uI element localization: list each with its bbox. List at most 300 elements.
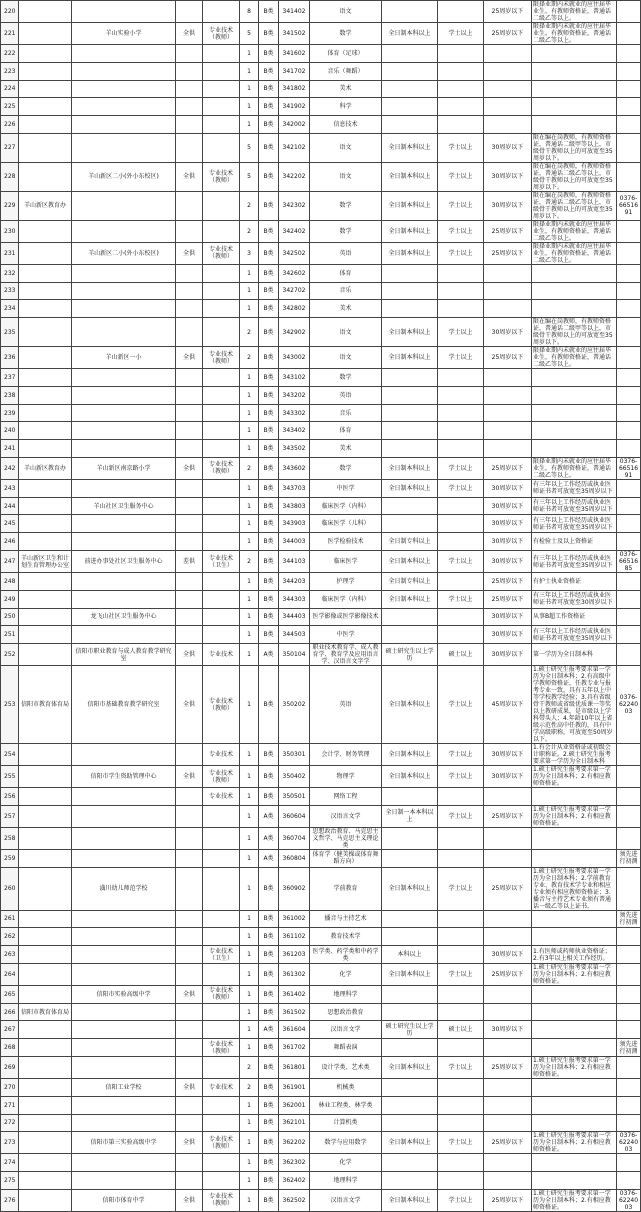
education-requirement [382, 440, 438, 458]
hire-count: 1 [240, 946, 259, 964]
degree-requirement: 学士以上 [438, 242, 484, 264]
exam-class: B类 [259, 116, 279, 134]
department-cell: 羊山新区卫生和计划生育管理办公室 [19, 551, 72, 573]
age-requirement [484, 1114, 532, 1132]
education-requirement [382, 386, 438, 404]
unit-name: 信阳市基础教育教学研究室 [72, 666, 176, 744]
unit-name [72, 282, 176, 300]
department-cell [19, 264, 72, 282]
exam-class: B类 [259, 45, 279, 63]
row-number: 268 [1, 1039, 19, 1057]
age-requirement: 25周岁以下 [484, 867, 532, 910]
age-requirement: 30周岁以下 [484, 191, 532, 220]
funding-type [176, 573, 203, 591]
other-conditions: 1.硕士研究生报考要求第一学历为全日制本科；2.学前教育专业、教育技术学专业和相应专业须有相应教师资格证；3.播音与主持艺术专业须有普通话一级乙等以上证书。 [532, 867, 617, 910]
post-code: 343102 [279, 369, 310, 387]
funding-type: 全供 [176, 457, 203, 479]
row-number: 226 [1, 116, 19, 134]
age-requirement: 30周岁以下 [484, 946, 532, 964]
hire-count: 1 [240, 849, 259, 867]
unit-name [72, 318, 176, 347]
contact-phone [617, 608, 641, 626]
hire-count: 5 [240, 162, 259, 191]
funding-type [176, 515, 203, 533]
funding-type: 全供 [176, 666, 203, 744]
post-category [203, 497, 240, 515]
table-row [1, 533, 641, 551]
department-cell [19, 422, 72, 440]
other-conditions: 限择业期内未就业的应往届毕业生，有教师资格证，普通话二级乙等以上。 [532, 242, 617, 264]
post-category [203, 62, 240, 80]
contact-phone [617, 867, 641, 910]
exam-class: B类 [259, 133, 279, 162]
education-requirement: 全日制本科以上 [382, 744, 438, 766]
age-requirement: 30周岁以下 [484, 608, 532, 626]
post-code: 343602 [279, 457, 310, 479]
unit-name [72, 827, 176, 849]
row-number: 233 [1, 282, 19, 300]
education-requirement [382, 1096, 438, 1114]
age-requirement: 25周岁以下 [484, 1056, 532, 1078]
education-requirement [382, 497, 438, 515]
department-cell: 羊山新区教育办 [19, 457, 72, 479]
age-requirement [484, 1154, 532, 1172]
table-row [1, 805, 641, 827]
department-cell [19, 1114, 72, 1132]
table-row [1, 80, 641, 98]
row-number: 238 [1, 386, 19, 404]
post-category [203, 116, 240, 134]
age-requirement: 30周岁以下 [484, 551, 532, 573]
post-category: 专业技术（教师） [203, 1132, 240, 1154]
funding-type [176, 422, 203, 440]
hire-count: 1 [240, 1172, 259, 1190]
hire-count: 1 [240, 644, 259, 666]
exam-class: B类 [259, 264, 279, 282]
major-requirement: 数学 [310, 220, 382, 242]
education-requirement: 全日制本科以上 [382, 590, 438, 608]
degree-requirement: 学士以上 [438, 457, 484, 479]
post-code: 362502 [279, 1189, 310, 1211]
age-requirement: 30周岁以下 [484, 1021, 532, 1039]
row-number: 245 [1, 515, 19, 533]
department-cell [19, 220, 72, 242]
degree-requirement [438, 928, 484, 946]
row-number: 270 [1, 1078, 19, 1096]
unit-name [72, 479, 176, 497]
hire-count: 3 [240, 242, 259, 264]
contact-phone [617, 80, 641, 98]
exam-class: B类 [259, 369, 279, 387]
unit-name: 信阳市体育中学 [72, 1189, 176, 1211]
exam-class: B类 [259, 1056, 279, 1078]
row-number: 244 [1, 497, 19, 515]
unit-name: 羊山实验小学 [72, 23, 176, 45]
major-requirement: 会计学、财务管理 [310, 744, 382, 766]
education-requirement: 全日制本科以上 [382, 867, 438, 910]
post-code: 343002 [279, 347, 310, 369]
age-requirement [484, 1003, 532, 1021]
post-category [203, 220, 240, 242]
post-code: 350301 [279, 744, 310, 766]
post-category [203, 533, 240, 551]
education-requirement [382, 827, 438, 849]
funding-type [176, 133, 203, 162]
post-category: 专业技术（教师） [203, 666, 240, 744]
education-requirement: 全日制本科以上 [382, 318, 438, 347]
age-requirement [484, 928, 532, 946]
major-requirement: 美术 [310, 300, 382, 318]
unit-name [72, 80, 176, 98]
funding-type: 全供 [176, 1132, 203, 1154]
table-row [1, 644, 641, 666]
hire-count: 1 [240, 282, 259, 300]
contact-phone: 0376-6224003 [617, 666, 641, 744]
unit-name [72, 1096, 176, 1114]
contact-phone: 0376-6224003 [617, 1189, 641, 1211]
degree-requirement [438, 1154, 484, 1172]
major-requirement: 地理科学 [310, 1172, 382, 1190]
department-cell [19, 1021, 72, 1039]
contact-phone [617, 1056, 641, 1078]
department-cell [19, 849, 72, 867]
funding-type [176, 946, 203, 964]
post-code: 342502 [279, 242, 310, 264]
education-requirement: 全日制本科以上 [382, 133, 438, 162]
hire-count: 1 [240, 608, 259, 626]
post-category [203, 910, 240, 928]
table-row [1, 1, 641, 23]
unit-name [72, 369, 176, 387]
education-requirement [382, 1078, 438, 1096]
department-cell [19, 1039, 72, 1057]
hire-count: 5 [240, 23, 259, 45]
post-code: 344303 [279, 590, 310, 608]
exam-class: B类 [259, 766, 279, 788]
funding-type [176, 1021, 203, 1039]
row-number: 235 [1, 318, 19, 347]
other-conditions: 限在编在岗教师，有教师资格证，普通话二级甲等以上，市级骨干教师以上的可放宽至35周岁以下。 [532, 133, 617, 162]
department-cell: 信阳市教育体育局 [19, 1003, 72, 1021]
department-cell [19, 590, 72, 608]
other-conditions [532, 369, 617, 387]
funding-type [176, 928, 203, 946]
post-category [203, 827, 240, 849]
funding-type [176, 1154, 203, 1172]
unit-name [72, 849, 176, 867]
major-requirement: 临床医学（内科） [310, 590, 382, 608]
post-category [203, 404, 240, 422]
education-requirement [382, 45, 438, 63]
education-requirement [382, 300, 438, 318]
table-row [1, 347, 641, 369]
degree-requirement: 学士以上 [438, 347, 484, 369]
funding-type [176, 62, 203, 80]
exam-class: B类 [259, 191, 279, 220]
education-requirement: 全日制本科以上 [382, 191, 438, 220]
contact-phone [617, 1039, 641, 1057]
department-cell [19, 62, 72, 80]
funding-type [176, 220, 203, 242]
post-code: 361402 [279, 985, 310, 1003]
table-row [1, 590, 641, 608]
post-code: 342302 [279, 191, 310, 220]
other-conditions: 限择业期内未就业的应往届毕业生，有教师资格证，普通话二级乙等以上。 [532, 347, 617, 369]
major-requirement: 数学 [310, 457, 382, 479]
age-requirement [484, 1172, 532, 1190]
unit-name [72, 220, 176, 242]
major-requirement: 设计学类、艺术类 [310, 1056, 382, 1078]
post-code: 361604 [279, 1021, 310, 1039]
post-code: 361502 [279, 1003, 310, 1021]
table-row [1, 369, 641, 387]
other-conditions [532, 386, 617, 404]
post-code: 343703 [279, 479, 310, 497]
major-requirement: 中医学 [310, 626, 382, 644]
extra-remark: 须先进行初测 [619, 911, 638, 926]
row-number: 223 [1, 62, 19, 80]
education-requirement: 全日制本科以上 [382, 963, 438, 985]
department-cell [19, 116, 72, 134]
education-requirement [382, 264, 438, 282]
contact-phone [617, 264, 641, 282]
post-code: 341902 [279, 98, 310, 116]
other-conditions [532, 404, 617, 422]
major-requirement: 中医学 [310, 479, 382, 497]
degree-requirement [438, 369, 484, 387]
other-conditions: 限择业期内未就业的应往届毕业生，有教师资格证，普通话二级乙等以上。 [532, 220, 617, 242]
post-category [203, 440, 240, 458]
other-conditions [532, 928, 617, 946]
hire-count: 1 [240, 963, 259, 985]
major-requirement: 语文 [310, 318, 382, 347]
other-conditions [532, 1003, 617, 1021]
contact-phone [617, 369, 641, 387]
other-conditions: 第一学历为全日制本科 [532, 644, 617, 666]
contact-phone [617, 744, 641, 766]
post-category [203, 1, 240, 23]
degree-requirement: 学士以上 [438, 666, 484, 744]
unit-name [72, 422, 176, 440]
post-category [203, 98, 240, 116]
unit-name [72, 440, 176, 458]
department-cell [19, 515, 72, 533]
unit-name [72, 928, 176, 946]
degree-requirement: 学士以上 [438, 220, 484, 242]
education-requirement [382, 849, 438, 867]
table-row [1, 479, 641, 497]
post-code: 361801 [279, 1056, 310, 1078]
exam-class: B类 [259, 744, 279, 766]
post-code: 361203 [279, 946, 310, 964]
age-requirement: 25周岁以下 [484, 23, 532, 45]
education-requirement: 全日制本科以上 [382, 479, 438, 497]
post-category [203, 928, 240, 946]
post-code: 343903 [279, 515, 310, 533]
post-category [203, 805, 240, 827]
post-code: 342902 [279, 318, 310, 347]
other-conditions [532, 300, 617, 318]
other-conditions [532, 62, 617, 80]
contact-phone [617, 533, 641, 551]
degree-requirement: 硕士以上 [438, 644, 484, 666]
exam-class: B类 [259, 162, 279, 191]
degree-requirement [438, 946, 484, 964]
funding-type [176, 80, 203, 98]
unit-name [72, 533, 176, 551]
department-cell [19, 805, 72, 827]
education-requirement: 全日制专科以上 [382, 533, 438, 551]
post-category: 专业技术（卫生） [203, 551, 240, 573]
major-requirement: 英语 [310, 242, 382, 264]
age-requirement [484, 386, 532, 404]
post-code: 343202 [279, 386, 310, 404]
age-requirement: 30周岁以下 [484, 744, 532, 766]
other-conditions: 限在编在岗教师，有教师资格证，普通话二级乙等以上，市级骨干教师以上的可放宽至35周岁以下。 [532, 191, 617, 220]
degree-requirement [438, 116, 484, 134]
major-requirement: 语文 [310, 1, 382, 23]
post-code: 344003 [279, 533, 310, 551]
funding-type [176, 963, 203, 985]
funding-type: 全供 [176, 23, 203, 45]
age-requirement: 30周岁以下 [484, 162, 532, 191]
age-requirement [484, 985, 532, 1003]
hire-count: 1 [240, 573, 259, 591]
department-cell [19, 162, 72, 191]
row-number: 267 [1, 1021, 19, 1039]
post-category [203, 300, 240, 318]
unit-name [72, 590, 176, 608]
exam-class: B类 [259, 220, 279, 242]
exam-class: B类 [259, 1172, 279, 1190]
post-category [203, 479, 240, 497]
degree-requirement [438, 985, 484, 1003]
major-requirement: 体育 [310, 264, 382, 282]
education-requirement [382, 116, 438, 134]
hire-count: 2 [240, 551, 259, 573]
education-requirement: 全日制专科以上 [382, 573, 438, 591]
post-code: 360604 [279, 805, 310, 827]
contact-phone: 0376-6651691 [617, 191, 641, 220]
age-requirement: 25周岁以下 [484, 590, 532, 608]
unit-name [72, 191, 176, 220]
exam-class: B类 [259, 98, 279, 116]
table-row [1, 242, 641, 264]
row-number: 230 [1, 220, 19, 242]
row-number: 240 [1, 422, 19, 440]
table-row [1, 45, 641, 63]
post-category [203, 573, 240, 591]
degree-requirement [438, 404, 484, 422]
funding-type: 全供 [176, 644, 203, 666]
other-conditions: 1.硕士研究生报考要求第一学历为全日制本科；2.有相应教师资格证。 [532, 1056, 617, 1078]
age-requirement: 25周岁以下 [484, 573, 532, 591]
post-category [203, 422, 240, 440]
other-conditions [532, 80, 617, 98]
education-requirement: 全日制本科以上 [382, 1189, 438, 1211]
exam-class: B类 [259, 386, 279, 404]
table-row [1, 515, 641, 533]
contact-phone [617, 1114, 641, 1132]
table-row [1, 191, 641, 220]
row-number: 252 [1, 644, 19, 666]
department-cell [19, 766, 72, 788]
post-category: 专业技术（教师） [203, 985, 240, 1003]
post-code: 350501 [279, 788, 310, 806]
hire-count: 2 [240, 347, 259, 369]
post-category [203, 1154, 240, 1172]
other-conditions: 有三年以上工作经历或执业医师证书者可放宽至35周岁以下 [532, 551, 617, 573]
contact-phone [617, 1078, 641, 1096]
post-code: 362402 [279, 1172, 310, 1190]
exam-class: B类 [259, 867, 279, 910]
unit-name [72, 62, 176, 80]
unit-name [72, 1154, 176, 1172]
education-requirement [382, 282, 438, 300]
unit-name: 羊山新区一小 [72, 347, 176, 369]
row-number: 271 [1, 1096, 19, 1114]
major-requirement: 数学与应用数学 [310, 1132, 382, 1154]
department-cell [19, 1078, 72, 1096]
degree-requirement [438, 80, 484, 98]
major-requirement: 网络工程 [310, 788, 382, 806]
funding-type [176, 533, 203, 551]
department-cell [19, 282, 72, 300]
post-category: 专业技术（教师） [203, 1189, 240, 1211]
funding-type [176, 744, 203, 766]
funding-type [176, 440, 203, 458]
exam-class: B类 [259, 573, 279, 591]
row-number: 237 [1, 369, 19, 387]
hire-count: 1 [240, 422, 259, 440]
unit-name: 信阳工业学校 [72, 1078, 176, 1096]
major-requirement: 数学 [310, 369, 382, 387]
hire-count: 1 [240, 626, 259, 644]
major-requirement: 信息技术 [310, 116, 382, 134]
funding-type [176, 867, 203, 910]
degree-requirement: 学士以上 [438, 590, 484, 608]
unit-name [72, 910, 176, 928]
row-number: 254 [1, 744, 19, 766]
hire-count: 8 [240, 1, 259, 23]
contact-phone [617, 805, 641, 827]
major-requirement: 汉语言文学 [310, 1189, 382, 1211]
major-requirement: 教育技术学 [310, 928, 382, 946]
other-conditions: 1.硕士研究生报考要求第一学历为全日制本科；2.有相应教师资格证。 [532, 1189, 617, 1211]
contact-phone [617, 644, 641, 666]
education-requirement: 全日制本科以上 [382, 162, 438, 191]
major-requirement: 体育 [310, 422, 382, 440]
contact-phone [617, 497, 641, 515]
funding-type [176, 910, 203, 928]
table-row [1, 928, 641, 946]
other-conditions [532, 45, 617, 63]
post-category [203, 1021, 240, 1039]
exam-class: B类 [259, 440, 279, 458]
funding-type [176, 386, 203, 404]
education-requirement [382, 98, 438, 116]
funding-type: 全供 [176, 766, 203, 788]
education-requirement: 全日制本科以上 [382, 457, 438, 479]
funding-type: 差供 [176, 551, 203, 573]
exam-class: B类 [259, 62, 279, 80]
other-conditions: 有三年以上工作经历或执业医师证书者可放宽至35周岁以下 [532, 497, 617, 515]
hire-count: 1 [240, 928, 259, 946]
exam-class: B类 [259, 963, 279, 985]
age-requirement [484, 910, 532, 928]
major-requirement: 英语 [310, 386, 382, 404]
unit-name [72, 1114, 176, 1132]
